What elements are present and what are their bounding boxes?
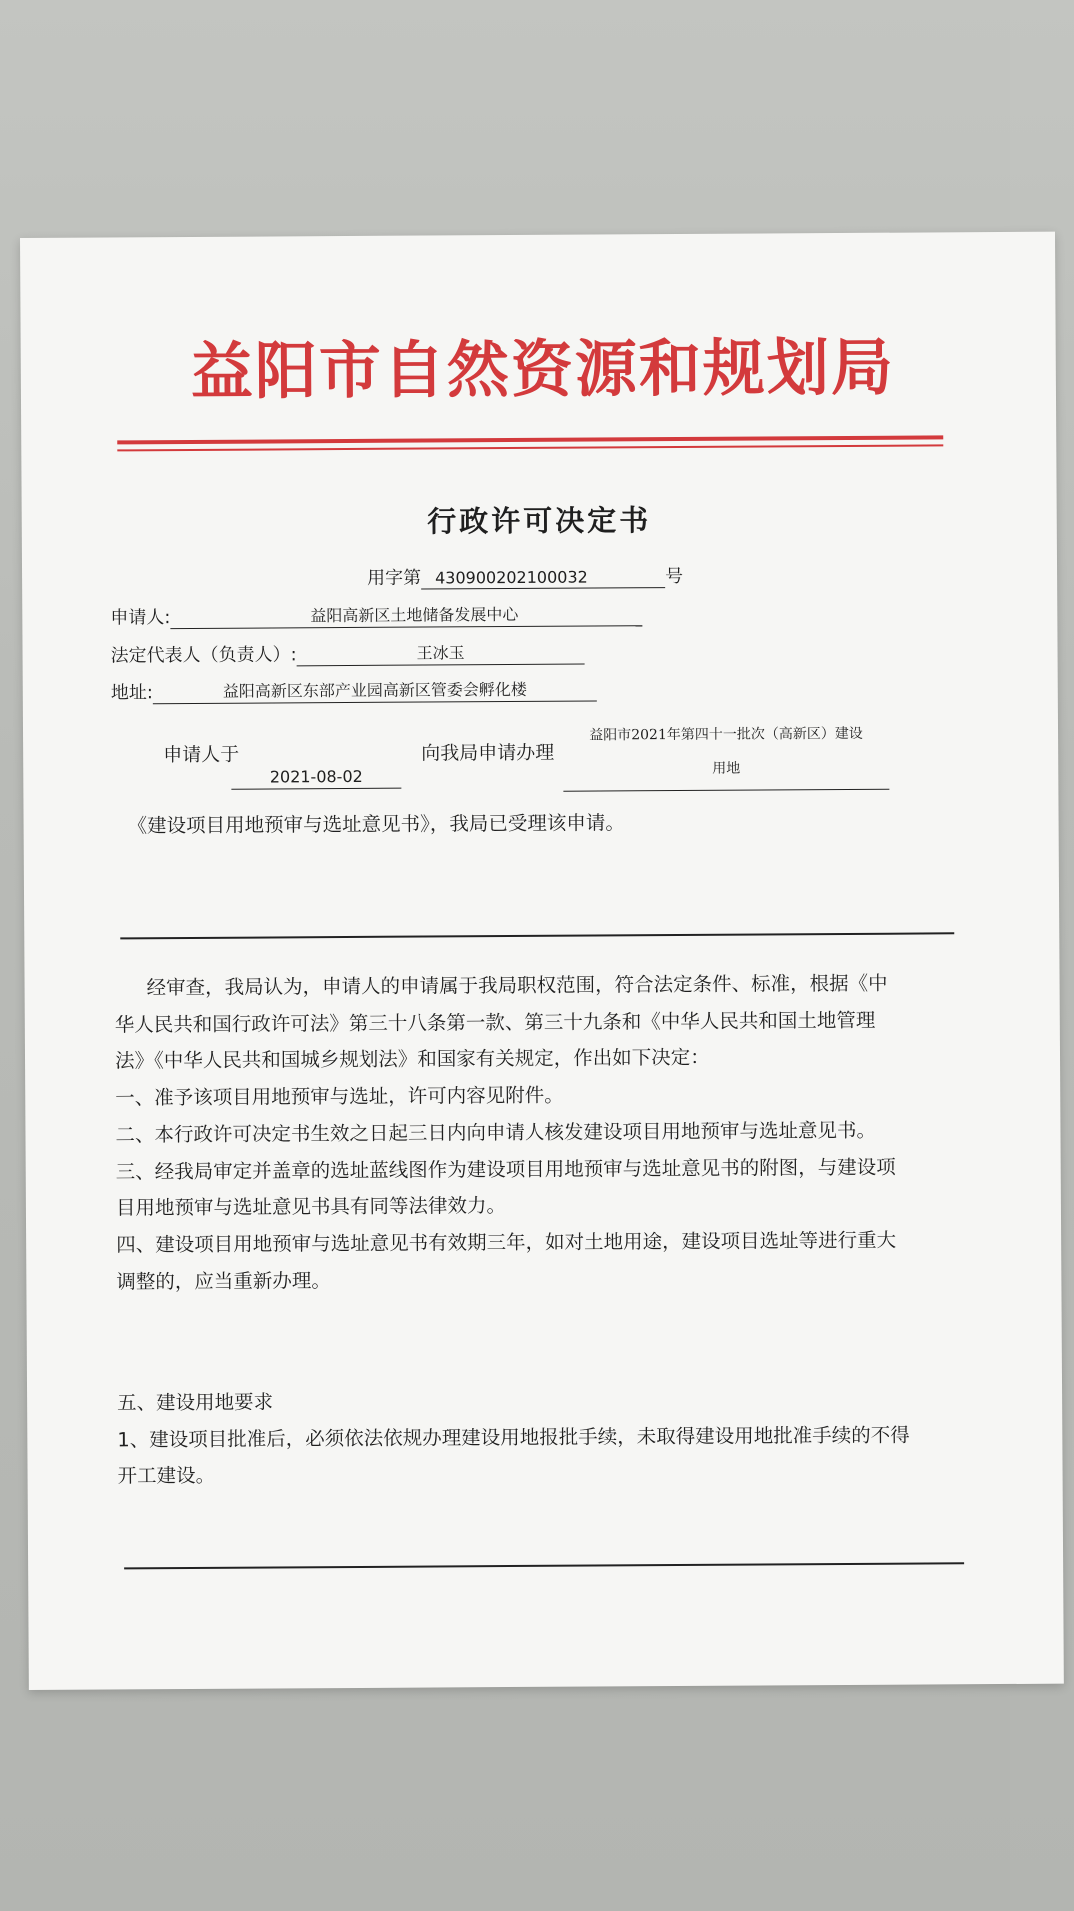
intro-line: 法》《中华人民共和国城乡规划法》和国家有关规定，作出如下决定：: [114, 1046, 710, 1073]
application-middle: 向我局申请办理: [421, 741, 555, 765]
section-5-title: 五、建设用地要求: [117, 1390, 274, 1415]
project-name-field: [563, 717, 889, 792]
intro-line: 经审查，我局认为，申请人的申请属于我局职权范围，符合法定条件、标准，根据《中: [146, 971, 888, 1000]
decision-item-3: 三、经我局审定并盖章的选址蓝线图作为建设项目用地预审与选址意见书的附图，与建设项: [115, 1155, 896, 1183]
section-5-line: 开工建设。: [117, 1464, 216, 1488]
representative-label: 法定代表人（负责人）:: [110, 644, 297, 667]
decision-item-2: 二、本行政许可决定书生效之日起三日内向申请人核发建设项目用地预审与选址意见书。: [115, 1118, 877, 1147]
section-divider: [120, 932, 954, 939]
document-title: 行政许可决定书: [427, 503, 652, 539]
decision-item-1: 一、准予该项目用地预审与选址，许可内容见附件。: [115, 1083, 564, 1110]
number-suffix: 号: [665, 565, 684, 588]
address-value: 益阳高新区东部产业园高新区管委会孵化楼: [153, 676, 597, 704]
application-closing: 《建设项目用地预审与选址意见书》，我局已受理该申请。: [127, 811, 625, 838]
decision-item-4-cont: 调整的，应当重新办理。: [116, 1268, 331, 1294]
number-prefix: 用字第: [367, 567, 422, 589]
letterhead-rule-thick: [117, 435, 943, 444]
agency-letterhead: 益阳市自然资源和规划局: [190, 330, 896, 408]
address-label: 地址:: [110, 682, 153, 704]
document-number: 430900202100032: [421, 567, 665, 589]
decision-item-3-cont: 目用地预审与选址意见书具有同等法律效力。: [115, 1194, 507, 1220]
intro-line: 华人民共和国行政许可法》第三十八条第一款、第三十九条和《中华人民共和国土地管理: [114, 1008, 876, 1037]
representative-line: [110, 639, 584, 668]
application-date: 2021-08-02: [231, 767, 401, 790]
decision-intro: [114, 965, 976, 1301]
application-prefix: 申请人于: [163, 743, 240, 767]
letterhead-rule-thin: [117, 444, 943, 451]
document-paper: [20, 232, 1064, 1690]
document-number-line: [367, 562, 683, 590]
address-line: [111, 675, 597, 704]
applicant-line: [110, 600, 642, 629]
bottom-divider: [124, 1562, 964, 1569]
project-name-line2: 用地: [712, 760, 741, 777]
representative-value: 王冰玉: [297, 640, 585, 667]
applicant-value: 益阳高新区土地储备发展中心: [170, 601, 642, 629]
project-name-line1: 益阳市2021年第四十一批次（高新区）建设: [589, 725, 863, 744]
section-5: [117, 1380, 978, 1495]
decision-item-4: 四、建设项目用地预审与选址意见书有效期三年，如对土地用途，建设项目选址等进行重大: [116, 1228, 897, 1257]
section-5-line: 1、建设项目批准后，必须依法依规办理建设用地报批手续，未取得建设用地批准手续的不得: [117, 1423, 910, 1452]
applicant-label: 申请人:: [110, 607, 171, 629]
